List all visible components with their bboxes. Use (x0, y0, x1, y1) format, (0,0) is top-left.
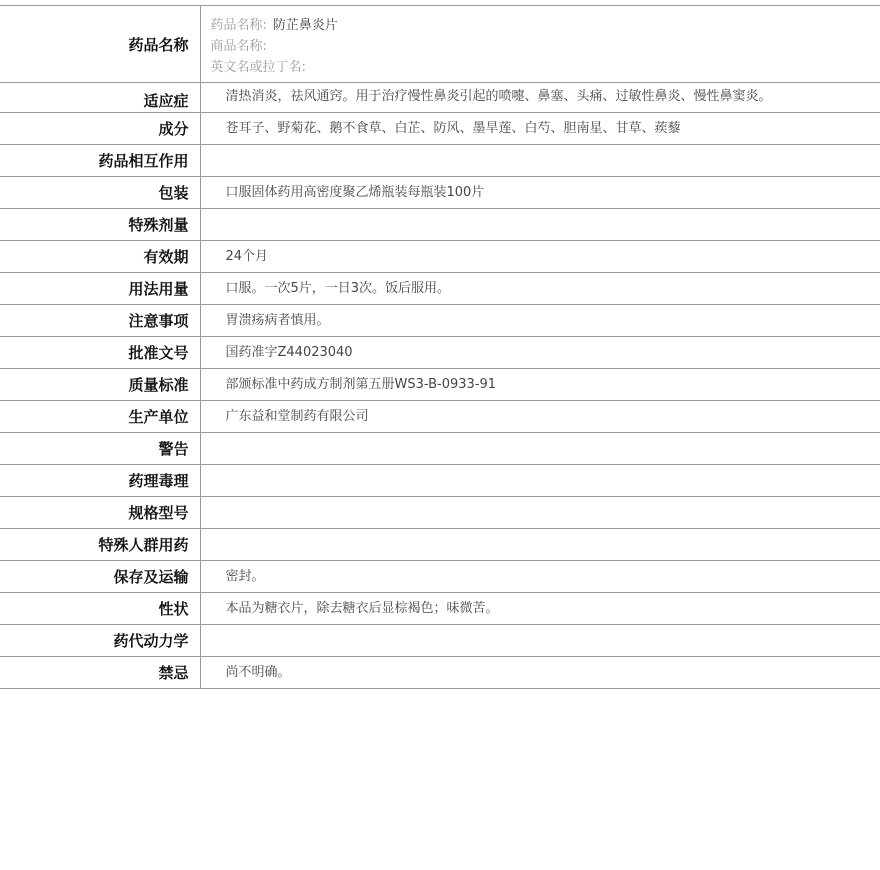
row-label: 成分 (0, 113, 200, 145)
row-label: 用法用量 (0, 273, 200, 305)
row-packaging (0, 177, 880, 209)
row-label: 药理毒理 (0, 465, 200, 497)
row-label: 特殊剂量 (0, 209, 200, 241)
drug-names-cell (200, 6, 880, 83)
row-specification-model (0, 497, 880, 529)
row-value: 广东益和堂制药有限公司 (200, 401, 880, 433)
row-value: 本品为糖衣片，除去糖衣后显棕褐色；味微苦。 (200, 593, 880, 625)
row-label: 特殊人群用药 (0, 529, 200, 561)
row-special-dosage (0, 209, 880, 241)
row-warning (0, 433, 880, 465)
row-value: 24个月 (200, 241, 880, 273)
row-pharmacokinetics (0, 625, 880, 657)
row-label: 警告 (0, 433, 200, 465)
row-label: 适应症 (0, 83, 200, 113)
generic-name-value: 防芷鼻炎片 (272, 18, 338, 33)
drug-info-table (0, 5, 880, 689)
row-value (200, 209, 880, 241)
row-contraindications (0, 657, 880, 689)
row-value: 苍耳子、野菊花、鹅不食草、白芷、防风、墨旱莲、白芍、胆南星、甘草、蒺藜 (200, 113, 880, 145)
row-label: 有效期 (0, 241, 200, 273)
row-value (200, 465, 880, 497)
row-label: 注意事项 (0, 305, 200, 337)
row-indications (0, 83, 880, 113)
row-special-populations (0, 529, 880, 561)
row-label: 包装 (0, 177, 200, 209)
row-value: 密封。 (200, 561, 880, 593)
row-approval-number (0, 337, 880, 369)
row-value: 国药准字Z44023040 (200, 337, 880, 369)
row-value: 部颁标准中药成方制剂第五册WS3-B-0933-91 (200, 369, 880, 401)
row-pharmacology-toxicology (0, 465, 880, 497)
row-value: 清热消炎，祛风通窍。用于治疗慢性鼻炎引起的喷嚏、鼻塞、头痛、过敏性鼻炎、慢性鼻窦炎。 (200, 83, 880, 113)
row-label: 性状 (0, 593, 200, 625)
row-label: 生产单位 (0, 401, 200, 433)
row-label: 规格型号 (0, 497, 200, 529)
trade-name-line (211, 36, 791, 57)
generic-name-line (211, 15, 791, 36)
row-shelf-life (0, 241, 880, 273)
row-value (200, 497, 880, 529)
row-value: 尚不明确。 (200, 657, 880, 689)
row-ingredients (0, 113, 880, 145)
row-label: 禁忌 (0, 657, 200, 689)
row-label: 药代动力学 (0, 625, 200, 657)
row-label: 药品名称 (0, 6, 200, 83)
row-value: 胃溃疡病者慎用。 (200, 305, 880, 337)
row-label: 药品相互作用 (0, 145, 200, 177)
row-drug-interactions (0, 145, 880, 177)
row-description (0, 593, 880, 625)
english-name-line (211, 57, 791, 78)
trade-name-key: 商品名称: (210, 39, 267, 54)
row-value (200, 433, 880, 465)
row-value: 口服固体药用高密度聚乙烯瓶装每瓶装100片 (200, 177, 880, 209)
row-value (200, 529, 880, 561)
row-quality-standard (0, 369, 880, 401)
row-value (200, 625, 880, 657)
row-precautions (0, 305, 880, 337)
row-storage-transport (0, 561, 880, 593)
row-usage-dosage (0, 273, 880, 305)
row-value: 口服。一次5片，一日3次。饭后服用。 (200, 273, 880, 305)
row-label: 保存及运输 (0, 561, 200, 593)
row-manufacturer (0, 401, 880, 433)
generic-name-key: 药品名称: (210, 18, 267, 33)
row-label: 质量标准 (0, 369, 200, 401)
row-value (200, 145, 880, 177)
row-label: 批准文号 (0, 337, 200, 369)
row-drug-name (0, 6, 880, 83)
english-name-key: 英文名或拉丁名: (210, 60, 306, 75)
